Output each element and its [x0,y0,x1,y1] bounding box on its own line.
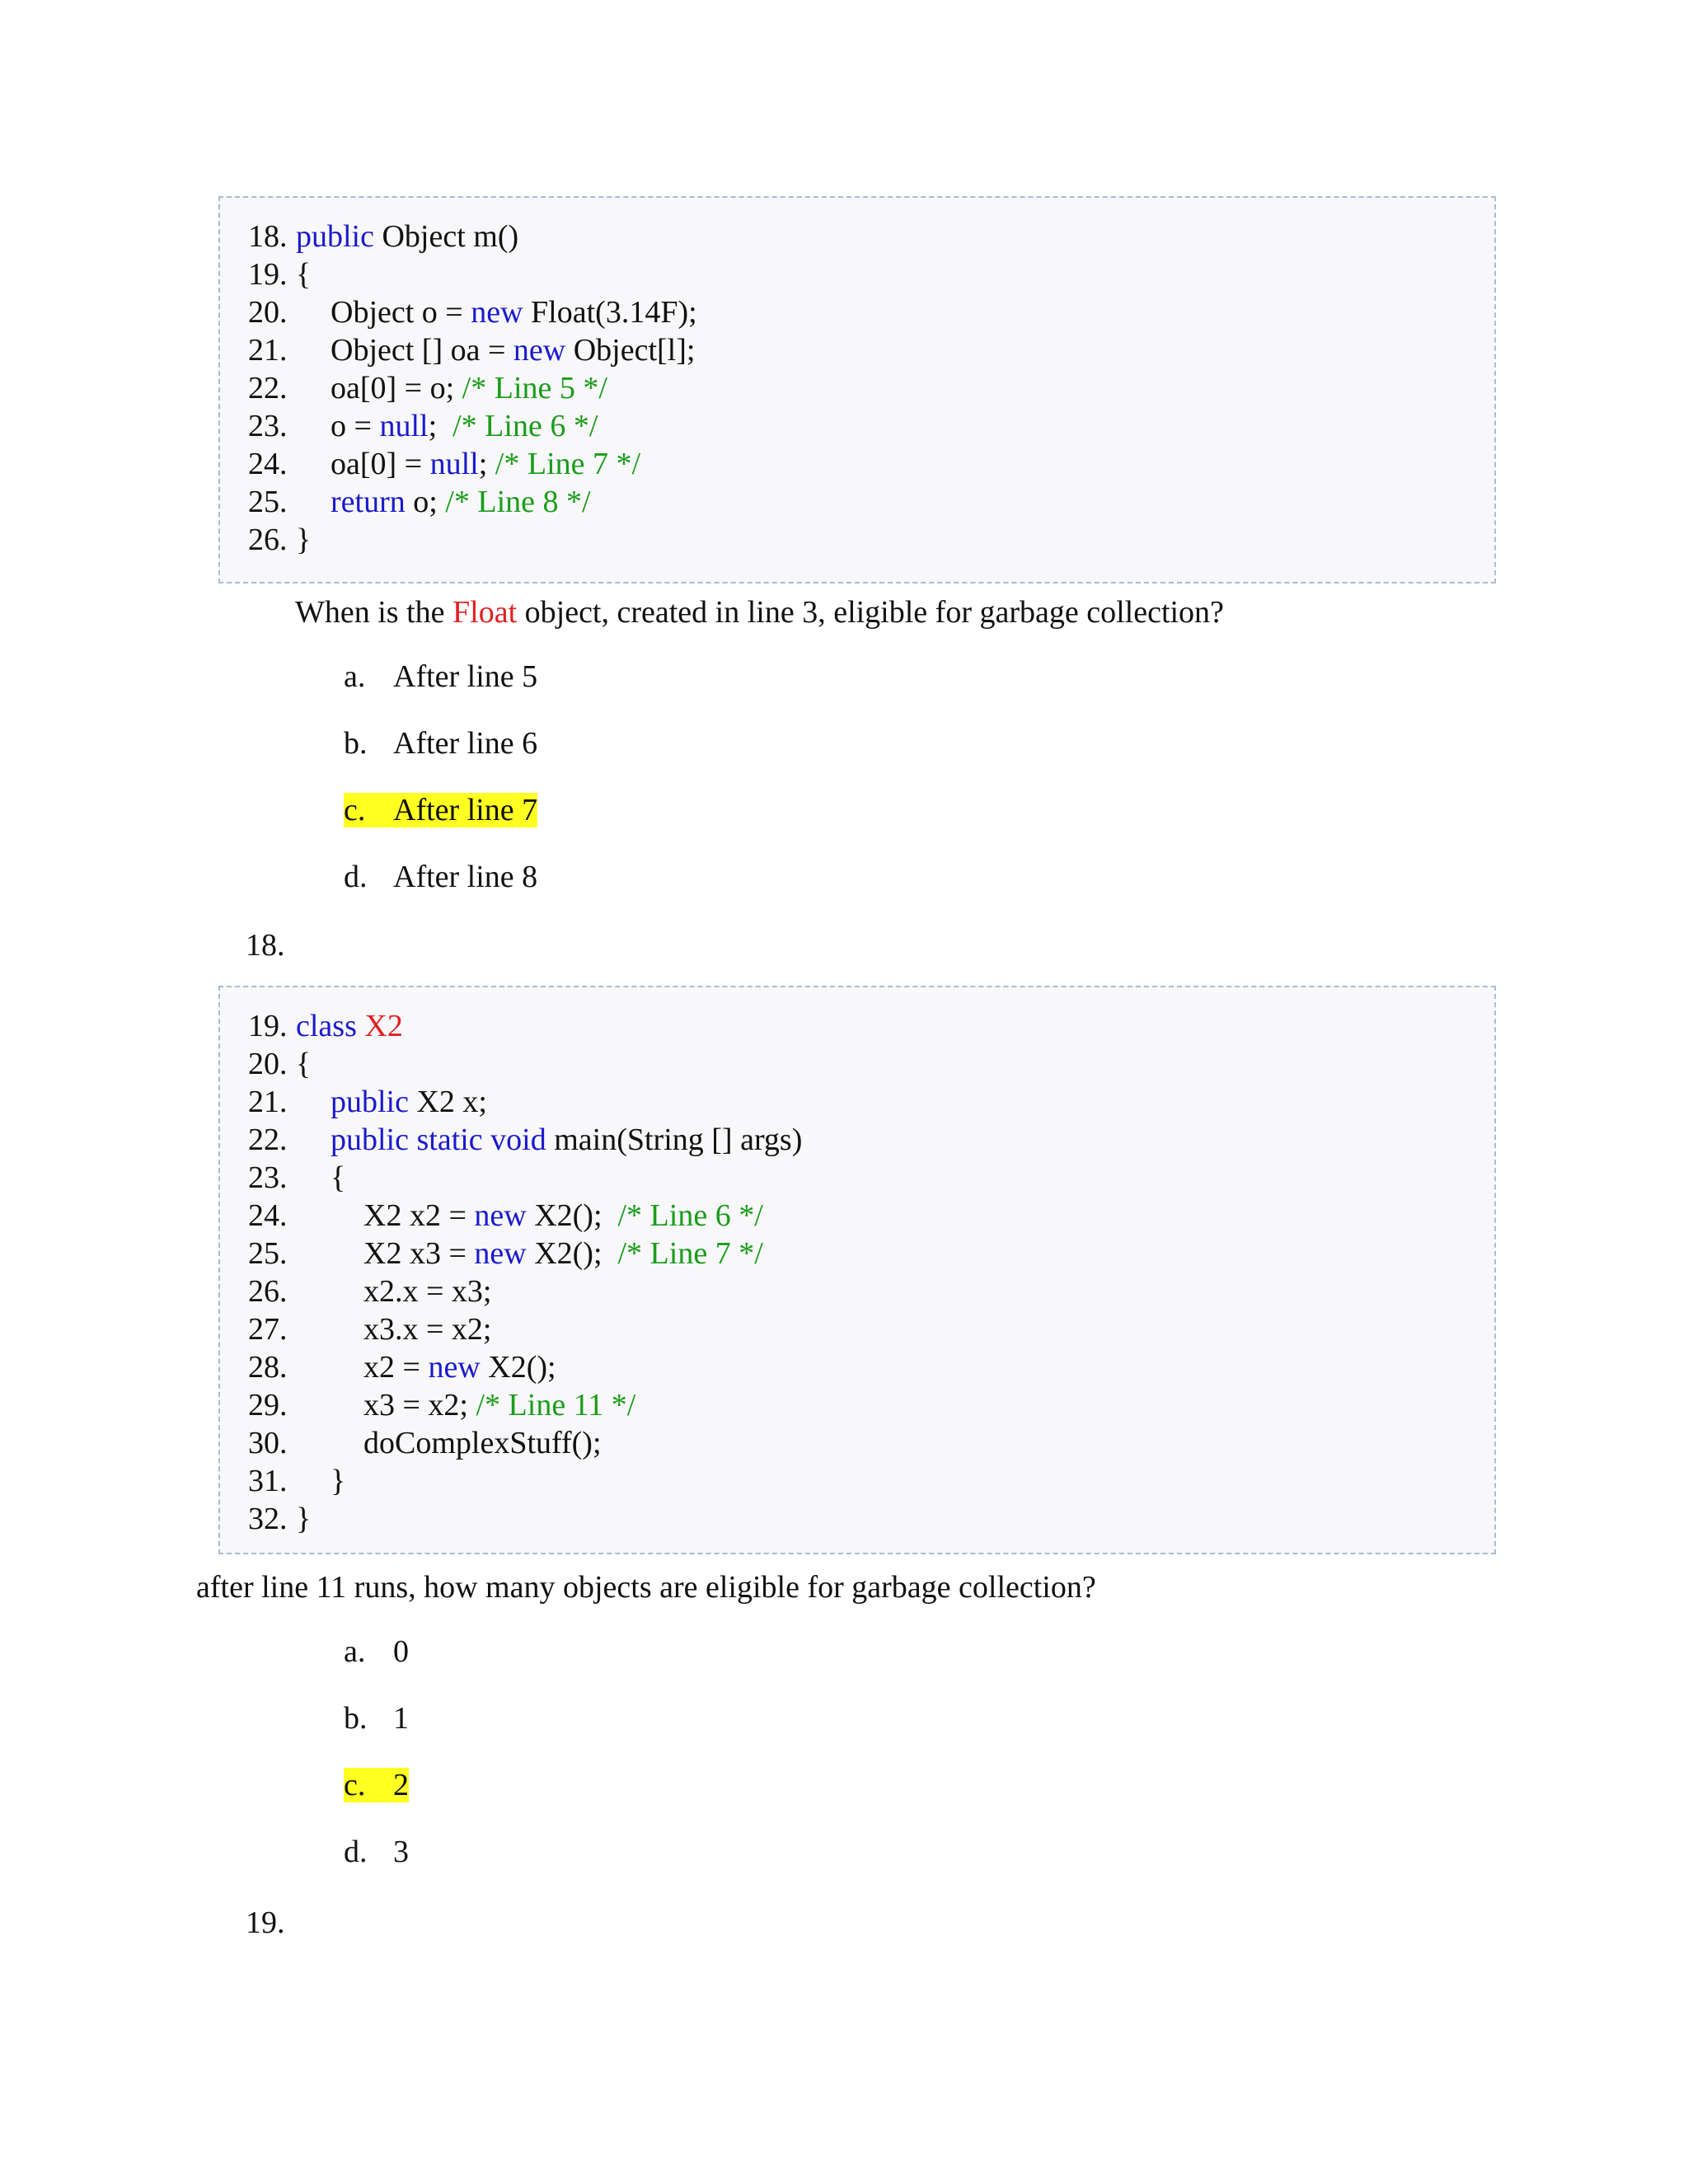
code-token: ; [428,409,453,443]
code-token: Object o = [331,295,471,330]
option-letter: d. [344,860,368,894]
code-token: X2 x2 = [363,1198,475,1233]
line-number: 28. [248,1350,288,1385]
option-text: 0 [393,1634,409,1669]
line-number: 23. [248,409,288,443]
code-line [248,255,1494,293]
code-line [248,1272,1494,1310]
answer-option-c[interactable] [344,1765,409,1805]
line-number: 19. [248,257,288,292]
code-line [248,1424,1494,1462]
code-token: doComplexStuff(); [363,1426,602,1460]
code-token: ; [478,447,495,481]
code-token: main(String [] args) [546,1122,803,1157]
line-number: 26. [248,523,288,557]
code-keyword: new [474,1198,527,1233]
line-number: 21. [248,1085,288,1119]
answer-content [344,726,537,761]
code-token: X2(); [480,1350,556,1385]
code-comment: /* Line 6 */ [452,409,598,443]
answer-content [344,1701,409,1736]
line-number: 21. [248,333,288,368]
code-token: Object [] oa = [331,333,513,368]
line-number: 20. [248,1047,288,1081]
question-number-19: 19. [246,1905,285,1940]
code-comment: /* Line 5 */ [462,371,607,405]
option-letter: a. [344,659,366,694]
code-line [248,1197,1494,1235]
option-letter: b. [344,1701,368,1736]
option-text: After line 7 [393,793,538,827]
code-text [331,1236,763,1271]
line-number: 22. [248,371,288,405]
answer-content [344,860,537,894]
code-keyword: class [296,1009,357,1043]
code-line [248,1386,1494,1424]
option-letter: a. [344,1634,366,1669]
code-keyword: public [296,219,374,254]
code-text [296,1009,403,1043]
code-keyword: new [428,1350,481,1385]
code-text [331,447,640,481]
code-text [331,1085,487,1119]
code-token: x2.x = x3; [363,1274,492,1309]
code-token: x3.x = x2; [363,1312,492,1347]
code-token: o = [331,409,380,443]
code-line [248,483,1494,521]
code-line [248,1235,1494,1272]
code-line [248,218,1494,255]
option-text: After line 6 [393,726,538,761]
code-text [331,371,607,405]
code-token: o; [405,485,446,519]
code-token: Object[l]; [565,333,696,368]
code-line [248,1310,1494,1348]
code-text [331,409,598,443]
code-line [248,1500,1494,1538]
code-text [331,1350,556,1385]
answer-content [344,659,537,694]
code-token: } [296,1502,312,1536]
code-token: X2 x3 = [363,1236,475,1271]
code-token: X2(); [526,1236,618,1271]
code-token: oa[0] = o; [331,371,462,405]
code-token: X2(); [526,1198,618,1233]
code-keyword: public static void [331,1122,546,1157]
code-line [248,445,1494,483]
code-text [331,295,697,330]
line-number: 19. [248,1009,288,1043]
code-text [331,333,695,368]
code-text [296,219,518,254]
code-token [357,1009,365,1043]
code-comment: /* Line 7 */ [495,447,641,481]
code-line [248,521,1494,559]
code-token: { [296,257,312,292]
option-text: After line 8 [393,860,538,894]
code-line [248,1159,1494,1197]
code-token: { [331,1160,346,1195]
answer-option-d[interactable] [344,1832,409,1872]
line-number: 25. [248,1236,288,1271]
code-keyword: new [513,333,566,368]
code-token: Float(3.14F); [523,295,697,330]
question-number-18: 18. [246,928,285,963]
code-text [296,523,311,557]
answer-option-a[interactable] [344,1632,409,1671]
answer-option-a[interactable] [344,657,537,696]
line-number: 20. [248,295,288,330]
answer-option-b[interactable] [344,1699,409,1738]
option-letter: b. [344,726,368,761]
code-comment: /* Line 11 */ [476,1388,636,1422]
code-line [248,407,1494,445]
code-line [248,1348,1494,1386]
code-block-2 [218,986,1496,1554]
code-keyword: new [474,1236,527,1271]
code-text [331,1388,635,1422]
code-keyword: null [429,447,479,481]
code-line [248,1083,1494,1121]
code-keyword: public [331,1085,409,1119]
answer-option-b[interactable] [344,724,537,763]
line-number: 24. [248,447,288,481]
code-text [331,1198,763,1233]
line-number: 25. [248,485,288,519]
code-line [248,1462,1494,1500]
line-number: 22. [248,1122,288,1157]
code-comment: /* Line 6 */ [617,1198,763,1233]
code-line [248,1121,1494,1159]
code-line [248,331,1494,369]
line-number: 23. [248,1160,288,1195]
option-letter: c. [344,793,366,827]
line-number: 29. [248,1388,288,1422]
code-line [248,369,1494,407]
code-token: { [296,1047,312,1081]
code-text [331,1312,492,1347]
option-text: 3 [393,1835,409,1869]
option-letter: d. [344,1835,368,1869]
option-text: After line 5 [393,659,538,694]
line-number: 27. [248,1312,288,1347]
option-text: 1 [393,1701,409,1736]
code-text [331,485,591,519]
code-text [331,1464,345,1498]
line-number: 24. [248,1198,288,1233]
line-number: 26. [248,1274,288,1309]
code-line [248,1007,1494,1045]
code-text [296,257,311,292]
answer-content [344,1835,409,1869]
question-2-text: after line 11 runs, how many objects are eligible for garbage collection? [196,1570,1096,1605]
line-number: 31. [248,1464,288,1498]
highlighted-answer [344,1768,409,1802]
code-text [331,1426,602,1460]
answer-option-d[interactable] [344,857,537,897]
code-token: Object m() [373,219,519,254]
code-token: x2 = [363,1350,429,1385]
answer-option-c[interactable] [344,790,537,830]
option-letter: c. [344,1768,366,1802]
code-keyword: null [379,409,429,443]
code-text [296,1047,311,1081]
line-number: 18. [248,219,288,254]
code-token: x3 = x2; [363,1388,476,1422]
code-comment: /* Line 7 */ [617,1236,763,1271]
code-token: } [331,1464,346,1498]
code-class-name: X2 [364,1009,403,1043]
code-keyword: new [471,295,523,330]
code-token: X2 x; [408,1085,487,1119]
code-block-1 [218,196,1496,583]
code-text [296,1502,311,1536]
option-text: 2 [393,1768,409,1802]
answer-content [344,1634,409,1669]
code-comment: /* Line 8 */ [445,485,591,519]
code-keyword: return [331,485,406,519]
line-number: 30. [248,1426,288,1460]
float-keyword: Float [452,595,518,630]
code-token: oa[0] = [331,447,430,481]
highlighted-answer [344,793,537,827]
code-line [248,293,1494,331]
code-line [248,1045,1494,1083]
code-text [331,1274,492,1309]
code-text [331,1122,802,1157]
line-number: 32. [248,1502,288,1536]
code-token: } [296,523,312,557]
question-1-text: When is the Float object, created in line 3, eligible for garbage collection? [295,595,1224,630]
code-text [331,1160,345,1195]
